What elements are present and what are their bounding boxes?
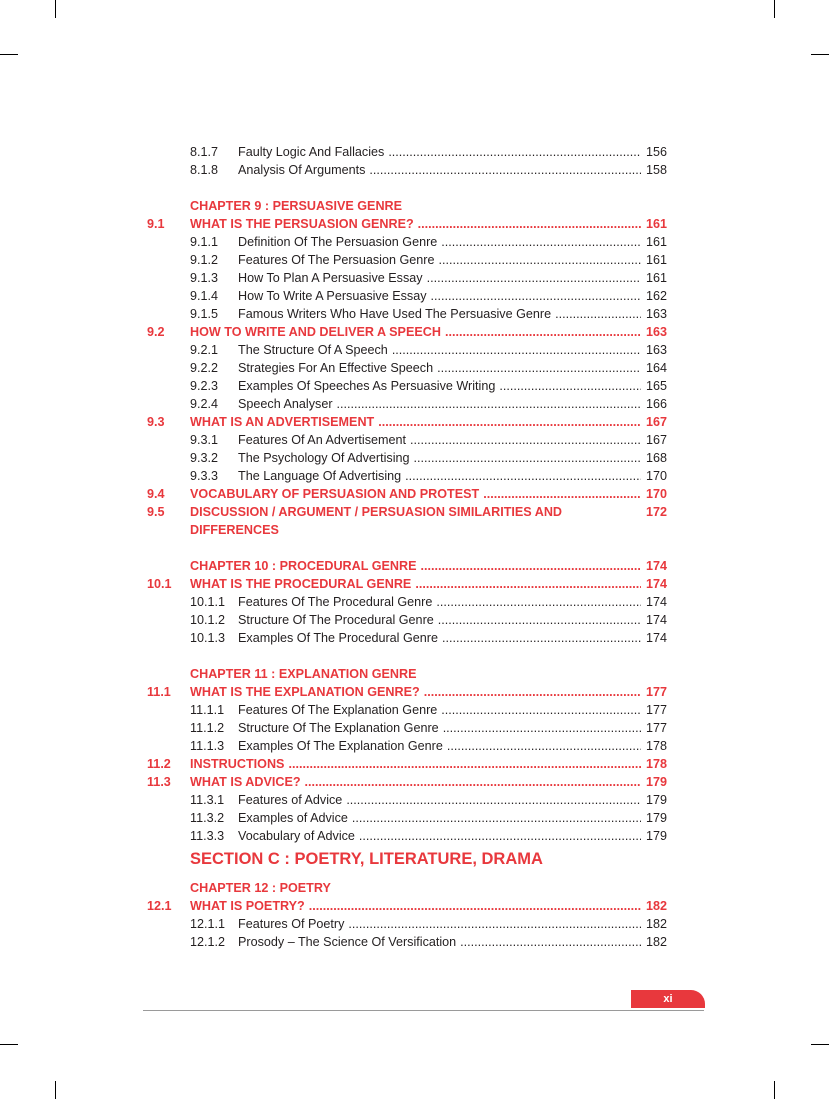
entry-page-number: 158 (645, 163, 667, 177)
entry-title: CHAPTER 12 : POETRY (190, 881, 331, 895)
entry-number: 11.3.1 (190, 793, 225, 807)
toc-subentry[interactable] (147, 287, 667, 305)
entry-title: WHAT IS POETRY? (190, 899, 305, 913)
toc-subentry[interactable] (147, 233, 667, 251)
entry-title: Features Of The Explanation Genre (238, 703, 438, 717)
toc-main-entry[interactable] (147, 503, 667, 539)
section-title: SECTION C : POETRY, LITERATURE, DRAMA (190, 850, 543, 868)
dot-leader (410, 431, 641, 449)
entry-page-number: 178 (645, 739, 667, 753)
entry-title: Features of Advice (238, 793, 343, 807)
entry-page-number: 164 (645, 361, 667, 375)
entry-page-number: 165 (645, 379, 667, 393)
dot-leader (288, 755, 641, 773)
crop-mark (774, 1081, 775, 1099)
dot-leader (443, 719, 641, 737)
dot-leader (405, 467, 641, 485)
dot-leader (437, 359, 641, 377)
dot-leader (499, 377, 641, 395)
entry-page-number: 174 (645, 577, 667, 591)
entry-number: 9.3.3 (190, 469, 219, 483)
toc-subentry[interactable] (147, 827, 667, 845)
entry-number: 9.1.3 (190, 271, 219, 285)
entry-page-number: 178 (645, 757, 667, 771)
entry-title: Strategies For An Effective Speech (238, 361, 434, 375)
toc-main-entry[interactable] (147, 755, 667, 773)
entry-title: DISCUSSION / ARGUMENT / PERSUASION SIMILARITIES AND DIFFERENCES (190, 505, 563, 537)
chapter-heading[interactable] (147, 557, 667, 575)
entry-number: 9.2.3 (190, 379, 219, 393)
entry-number: 11.1.1 (190, 703, 225, 717)
entry-page-number: 174 (645, 631, 667, 645)
entry-page-number: 179 (645, 811, 667, 825)
entry-page-number: 182 (645, 899, 667, 913)
dot-leader (421, 557, 642, 575)
entry-page-number: 179 (645, 793, 667, 807)
toc-subentry[interactable] (147, 377, 667, 395)
toc-subentry[interactable] (147, 431, 667, 449)
toc-main-entry[interactable] (147, 683, 667, 701)
entry-title: Famous Writers Who Have Used The Persuasive Genre (238, 307, 552, 321)
crop-mark (811, 1044, 829, 1045)
toc-main-entry[interactable] (147, 897, 667, 915)
entry-title: CHAPTER 9 : PERSUASIVE GENRE (190, 199, 403, 213)
spacer (147, 179, 667, 197)
dot-leader (438, 611, 641, 629)
entry-page-number: 182 (645, 917, 667, 931)
entry-page-number: 167 (645, 415, 667, 429)
entry-page-number: 170 (645, 469, 667, 483)
toc-subentry[interactable] (147, 143, 667, 161)
crop-mark (811, 54, 829, 55)
dot-leader (337, 395, 641, 413)
dot-leader (309, 897, 641, 915)
entry-number: 9.1.5 (190, 307, 219, 321)
entry-title: WHAT IS THE EXPLANATION GENRE? (190, 685, 420, 699)
entry-page-number: 161 (645, 253, 667, 267)
entry-number: 11.2 (147, 757, 171, 771)
entry-page-number: 177 (645, 721, 667, 735)
toc-subentry[interactable] (147, 269, 667, 287)
entry-title: Examples Of Speeches As Persuasive Writing (238, 379, 496, 393)
entry-number: 12.1.2 (190, 935, 226, 949)
entry-number: 11.3 (147, 775, 171, 789)
entry-number: 11.1.2 (190, 721, 225, 735)
entry-number: 9.2.2 (190, 361, 219, 375)
spacer (147, 539, 667, 557)
entry-page-number: 177 (645, 703, 667, 717)
entry-title: Structure Of The Procedural Genre (238, 613, 434, 627)
entry-title: Features Of The Persuasion Genre (238, 253, 435, 267)
entry-page-number: 177 (645, 685, 667, 699)
chapter-heading[interactable] (147, 197, 667, 215)
page-number: xi (663, 993, 673, 1005)
entry-number: 9.1.2 (190, 253, 219, 267)
entry-page-number: 172 (645, 505, 667, 519)
toc-subentry[interactable] (147, 161, 667, 179)
entry-page-number: 156 (645, 145, 667, 159)
entry-title: Structure Of The Explanation Genre (238, 721, 439, 735)
entry-number: 10.1.1 (190, 595, 226, 609)
entry-page-number: 162 (645, 289, 667, 303)
entry-title: WHAT IS AN ADVERTISEMENT (190, 415, 375, 429)
dot-leader (392, 341, 641, 359)
entry-page-number: 161 (645, 235, 667, 249)
toc-subentry[interactable] (147, 467, 667, 485)
toc-main-entry[interactable] (147, 773, 667, 791)
toc-main-entry[interactable] (147, 413, 667, 431)
toc-subentry[interactable] (147, 359, 667, 377)
entry-page-number: 161 (645, 271, 667, 285)
toc-subentry[interactable] (147, 629, 667, 647)
dot-leader (346, 791, 641, 809)
entry-title: The Psychology Of Advertising (238, 451, 410, 465)
toc-subentry[interactable] (147, 395, 667, 413)
dot-leader (441, 233, 641, 251)
entry-page-number: 179 (645, 775, 667, 789)
entry-page-number: 166 (645, 397, 667, 411)
entry-number: 9.1 (147, 217, 165, 231)
dot-leader (359, 827, 641, 845)
dot-leader (424, 683, 641, 701)
entry-number: 9.1.4 (190, 289, 219, 303)
entry-number: 12.1.1 (190, 917, 226, 931)
toc-subentry[interactable] (147, 611, 667, 629)
crop-mark (0, 54, 18, 55)
entry-number: 10.1.2 (190, 613, 226, 627)
entry-number: 11.3.2 (190, 811, 225, 825)
entry-page-number: 170 (645, 487, 667, 501)
entry-title: Examples Of The Procedural Genre (238, 631, 438, 645)
dot-leader (441, 701, 641, 719)
entry-title: Features Of An Advertisement (238, 433, 406, 447)
entry-title: The Structure Of A Speech (238, 343, 388, 357)
entry-title: Examples Of The Explanation Genre (238, 739, 443, 753)
entry-title: Prosody – The Science Of Versification (238, 935, 457, 949)
entry-page-number: 174 (645, 595, 667, 609)
dot-leader (427, 269, 641, 287)
crop-mark (0, 1044, 18, 1045)
entry-title: Features Of Poetry (238, 917, 345, 931)
entry-number: 11.1 (147, 685, 171, 699)
dot-leader (418, 215, 641, 233)
toc-subentry[interactable] (147, 719, 667, 737)
toc-main-entry[interactable] (147, 485, 667, 503)
dot-leader (388, 143, 641, 161)
footer-rule (143, 1010, 704, 1011)
entry-page-number: 163 (645, 343, 667, 357)
dot-leader (431, 287, 641, 305)
entry-title: VOCABULARY OF PERSUASION AND PROTEST (190, 487, 480, 501)
toc-subentry[interactable] (147, 933, 667, 951)
entry-number: 10.1.3 (190, 631, 226, 645)
toc-subentry[interactable] (147, 593, 667, 611)
entry-page-number: 179 (645, 829, 667, 843)
crop-mark (774, 0, 775, 18)
entry-title: CHAPTER 10 : PROCEDURAL GENRE (190, 559, 417, 573)
entry-title: Analysis Of Arguments (238, 163, 366, 177)
entry-title: Features Of The Procedural Genre (238, 595, 433, 609)
toc-subentry[interactable] (147, 737, 667, 755)
dot-leader (445, 323, 641, 341)
entry-title: Definition Of The Persuasion Genre (238, 235, 438, 249)
entry-title: CHAPTER 11 : EXPLANATION GENRE (190, 667, 417, 681)
toc-subentry[interactable] (147, 809, 667, 827)
entry-title: How To Plan A Persuasive Essay (238, 271, 423, 285)
dot-leader (460, 933, 641, 951)
crop-mark (55, 1081, 56, 1099)
toc-subentry[interactable] (147, 341, 667, 359)
entry-number: 12.1 (147, 899, 172, 913)
dot-leader (305, 773, 641, 791)
toc-subentry[interactable] (147, 791, 667, 809)
dot-leader (436, 593, 641, 611)
entry-page-number: 161 (645, 217, 667, 231)
entry-number: 11.3.3 (190, 829, 225, 843)
toc-main-entry[interactable] (147, 215, 667, 233)
entry-number: 9.2.4 (190, 397, 219, 411)
dot-leader (483, 485, 641, 503)
entry-number: 9.3 (147, 415, 165, 429)
dot-leader (369, 161, 641, 179)
entry-title: Vocabulary of Advice (238, 829, 355, 843)
toc-subentry[interactable] (147, 251, 667, 269)
table-of-contents (147, 143, 667, 951)
entry-title: WHAT IS THE PERSUASION GENRE? (190, 217, 414, 231)
entry-page-number: 182 (645, 935, 667, 949)
dot-leader (415, 575, 641, 593)
entry-number: 8.1.7 (190, 145, 219, 159)
dot-leader (447, 737, 641, 755)
entry-number: 9.2 (147, 325, 165, 339)
dot-leader (352, 809, 641, 827)
entry-page-number: 174 (645, 559, 667, 573)
crop-mark (55, 0, 56, 18)
entry-number: 9.2.1 (190, 343, 219, 357)
dot-leader (442, 629, 641, 647)
entry-number: 8.1.8 (190, 163, 219, 177)
entry-number: 9.4 (147, 487, 165, 501)
entry-number: 11.1.3 (190, 739, 225, 753)
chapter-heading[interactable] (147, 879, 667, 897)
entry-page-number: 163 (645, 325, 667, 339)
entry-number: 9.1.1 (190, 235, 219, 249)
entry-page-number: 174 (645, 613, 667, 627)
dot-leader (348, 915, 641, 933)
entry-page-number: 163 (645, 307, 667, 321)
entry-title: HOW TO WRITE AND DELIVER A SPEECH (190, 325, 441, 339)
chapter-heading[interactable] (147, 665, 667, 683)
entry-title: WHAT IS THE PROCEDURAL GENRE (190, 577, 412, 591)
entry-title: The Language Of Advertising (238, 469, 402, 483)
page-number-tab (631, 990, 705, 1008)
entry-number: 10.1 (147, 577, 172, 591)
entry-title: How To Write A Persuasive Essay (238, 289, 427, 303)
entry-title: Speech Analyser (238, 397, 333, 411)
dot-leader (378, 413, 641, 431)
entry-title: Examples of Advice (238, 811, 348, 825)
entry-number: 9.3.2 (190, 451, 219, 465)
section-heading (147, 845, 667, 879)
entry-title: INSTRUCTIONS (190, 757, 285, 771)
dot-leader (414, 449, 642, 467)
dot-leader (555, 305, 641, 323)
toc-main-entry[interactable] (147, 575, 667, 593)
entry-number: 9.5 (147, 505, 165, 519)
toc-main-entry[interactable] (147, 323, 667, 341)
entry-number: 9.3.1 (190, 433, 219, 447)
dot-leader (438, 251, 641, 269)
toc-subentry[interactable] (147, 701, 667, 719)
entry-page-number: 167 (645, 433, 667, 447)
toc-subentry[interactable] (147, 449, 667, 467)
toc-subentry[interactable] (147, 915, 667, 933)
spacer (147, 647, 667, 665)
toc-subentry[interactable] (147, 305, 667, 323)
entry-title: Faulty Logic And Fallacies (238, 145, 385, 159)
entry-page-number: 168 (645, 451, 667, 465)
entry-title: WHAT IS ADVICE? (190, 775, 301, 789)
